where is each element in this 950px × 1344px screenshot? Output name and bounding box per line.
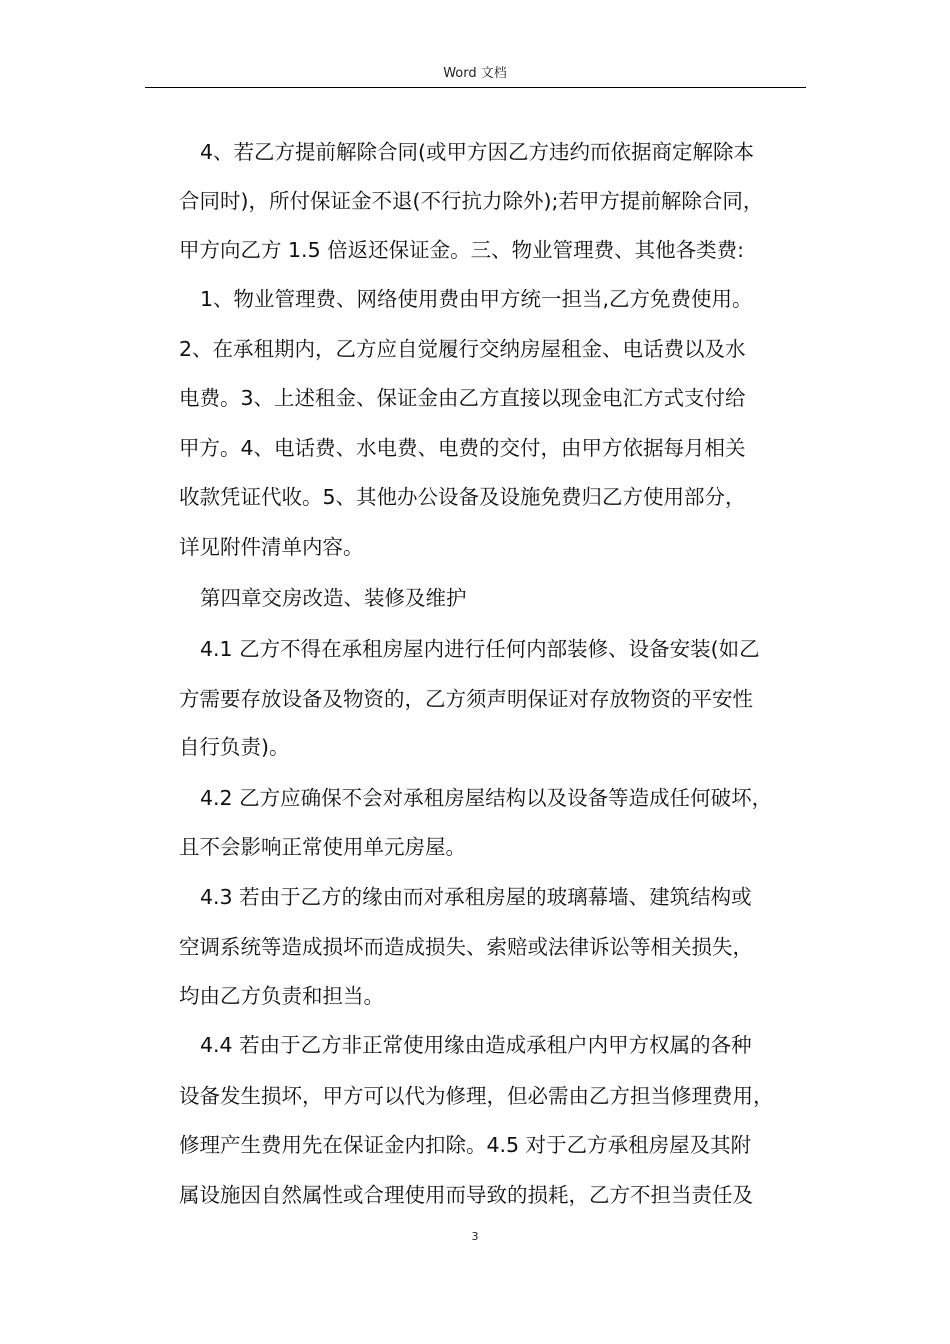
text-line: 4.4 若由于乙方非正常使用缘由造成承租户内甲方权属的各种 xyxy=(200,1033,752,1057)
text-line: 4、若乙方提前解除合同(或甲方因乙方违约而依据商定解除本 xyxy=(200,140,755,164)
section-heading: 第四章交房改造、装修及维护 xyxy=(200,586,467,610)
text-line: 详见附件清单内容。 xyxy=(179,535,364,559)
text-line: 且不会影响正常使用单元房屋。 xyxy=(179,835,466,859)
header-divider xyxy=(145,87,806,88)
text-line: 甲方向乙方 1.5 倍返还保证金。三、物业管理费、其他各类费: xyxy=(179,238,745,262)
page-number: 3 xyxy=(471,1230,479,1243)
text-line: 电费。3、上述租金、保证金由乙方直接以现金电汇方式支付给 xyxy=(179,386,746,410)
text-line: 4.3 若由于乙方的缘由而对承租房屋的玻璃幕墙、建筑结构或 xyxy=(200,885,752,909)
text-line: 自行负责)。 xyxy=(179,735,290,759)
text-line: 均由乙方负责和担当。 xyxy=(179,984,384,1008)
text-line: 甲方。4、电话费、水电费、电费的交付，由甲方依据每月相关 xyxy=(179,436,746,460)
text-line: 4.1 乙方不得在承租房屋内进行任何内部装修、设备安装(如乙 xyxy=(200,637,760,661)
text-line: 属设施因自然属性或合理使用而导致的损耗，乙方不担当责任及 xyxy=(179,1183,753,1207)
text-line: 1、物业管理费、网络使用费由甲方统一担当,乙方免费使用。 xyxy=(200,287,753,311)
header-title: Word 文档 xyxy=(443,66,507,81)
text-line: 4.2 乙方应确保不会对承租房屋结构以及设备等造成任何破坏， xyxy=(200,786,773,810)
text-line: 合同时)，所付保证金不退(不行抗力除外);若甲方提前解除合同， xyxy=(179,189,764,213)
text-line: 设备发生损坏，甲方可以代为修理，但必需由乙方担当修理费用， xyxy=(179,1084,774,1108)
text-line: 收款凭证代收。5、其他办公设备及设施免费归乙方使用部分， xyxy=(179,485,746,509)
text-line: 2、在承租期内，乙方应自觉履行交纳房屋租金、电话费以及水 xyxy=(179,337,746,361)
text-line: 方需要存放设备及物资的，乙方须声明保证对存放物资的平安性 xyxy=(179,687,753,711)
text-line: 空调系统等造成损坏而造成损失、索赔或法律诉讼等相关损失， xyxy=(179,935,753,959)
text-line: 修理产生费用先在保证金内扣除。4.5 对于乙方承租房屋及其附 xyxy=(179,1133,752,1157)
